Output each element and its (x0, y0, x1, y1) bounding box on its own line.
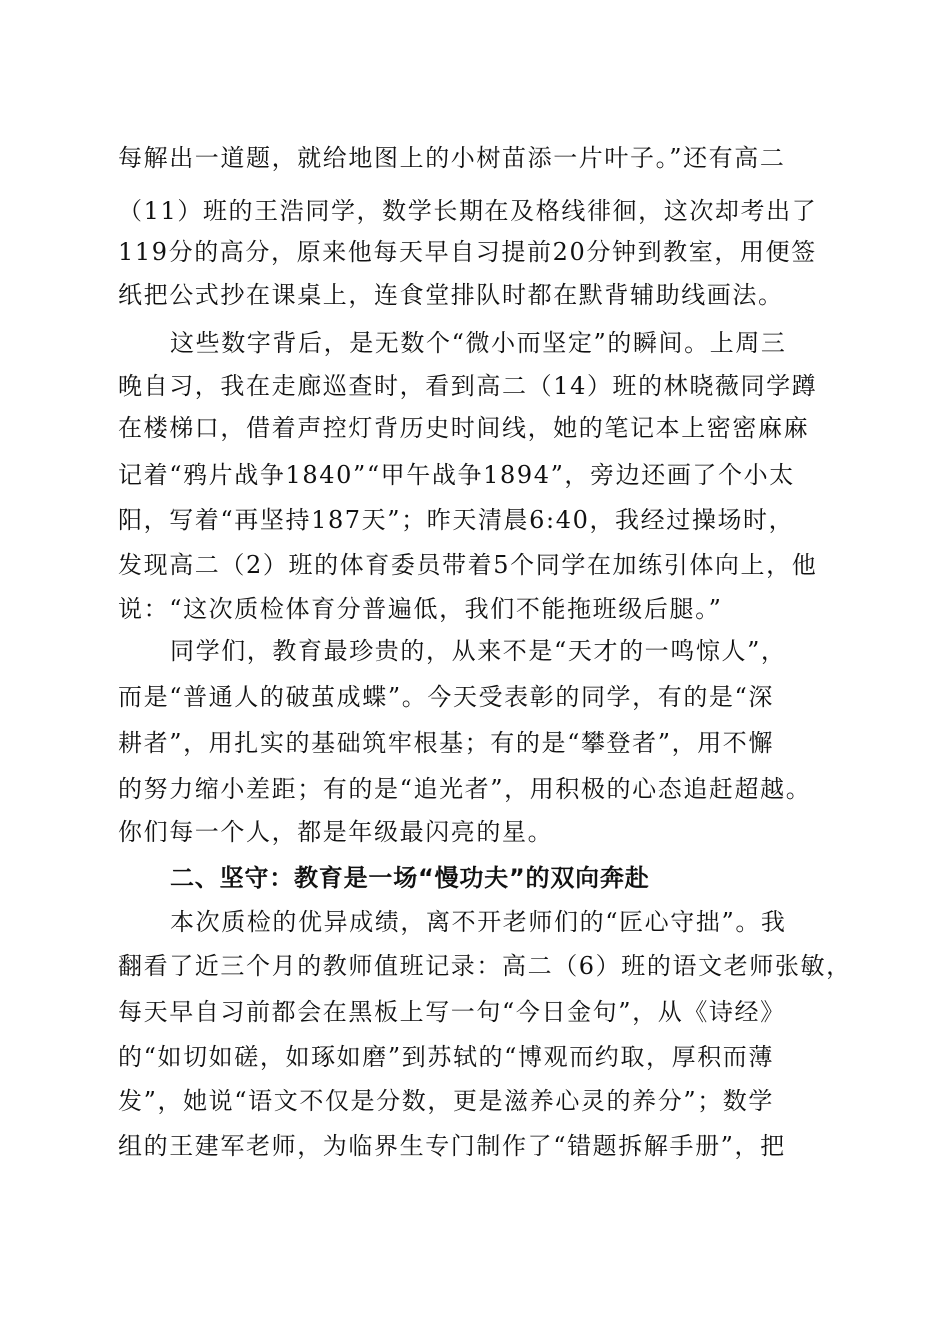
body-line: （11）班的王浩同学，数学长期在及格线徘徊，这次却考出了 (118, 197, 818, 225)
body-line: 组的王建军老师，为临界生专门制作了“错题拆解手册”，把 (118, 1132, 786, 1160)
body-line: 在楼梯口，借着声控灯背历史时间线，她的笔记本上密密麻麻 (118, 414, 810, 442)
body-line: 发”，她说“语文不仅是分数，更是滋养心灵的养分”；数学 (118, 1087, 775, 1115)
body-line: 发现高二（2）班的体育委员带着5个同学在加练引体向上，他 (118, 551, 818, 579)
body-line: 每天早自习前都会在黑板上写一句“今日金句”，从《诗经》 (118, 998, 786, 1026)
body-line: 晚自习，我在走廊巡查时，看到高二（14）班的林晓薇同学蹲 (118, 372, 818, 400)
section-heading: 二、坚守：教育是一场“慢功夫”的双向奔赴 (170, 864, 650, 892)
body-line: 你们每一个人，都是年级最闪亮的星。 (118, 818, 554, 846)
body-line: 每解出一道题，就给地图上的小树苗添一片叶子。”还有高二 (118, 144, 786, 172)
body-line: 119分的高分，原来他每天早自习提前20分钟到教室，用便签 (118, 238, 817, 266)
body-line: 的努力缩小差距；有的是“追光者”，用积极的心态追赶超越。 (118, 775, 812, 803)
paragraph-first-line: 同学们，教育最珍贵的，从来不是“天才的一鸣惊人”， (170, 637, 787, 665)
paragraph-first-line: 这些数字背后，是无数个“微小而坚定”的瞬间。上周三 (170, 329, 787, 357)
body-line: 翻看了近三个月的教师值班记录：高二（6）班的语文老师张敏， (118, 952, 852, 980)
body-line: 说：“这次质检体育分普遍低，我们不能拖班级后腿。” (118, 595, 723, 623)
body-line: 耕者”，用扎实的基础筑牢根基；有的是“攀登者”，用不懈 (118, 729, 775, 757)
body-line: 阳，写着“再坚持187天”；昨天清晨6:40，我经过操场时， (118, 506, 795, 534)
body-line: 记着“鸦片战争1840”“甲午战争1894”，旁边还画了个小太 (118, 461, 795, 489)
body-line: 纸把公式抄在课桌上，连食堂排队时都在默背辅助线画法。 (118, 281, 784, 309)
body-line: 而是“普通人的破茧成蝶”。今天受表彰的同学，有的是“深 (118, 683, 775, 711)
body-line: 的“如切如磋，如琢如磨”到苏轼的“博观而约取，厚积而薄 (118, 1043, 775, 1071)
paragraph-first-line: 本次质检的优异成绩，离不开老师们的“匠心守拙”。我 (170, 908, 787, 936)
